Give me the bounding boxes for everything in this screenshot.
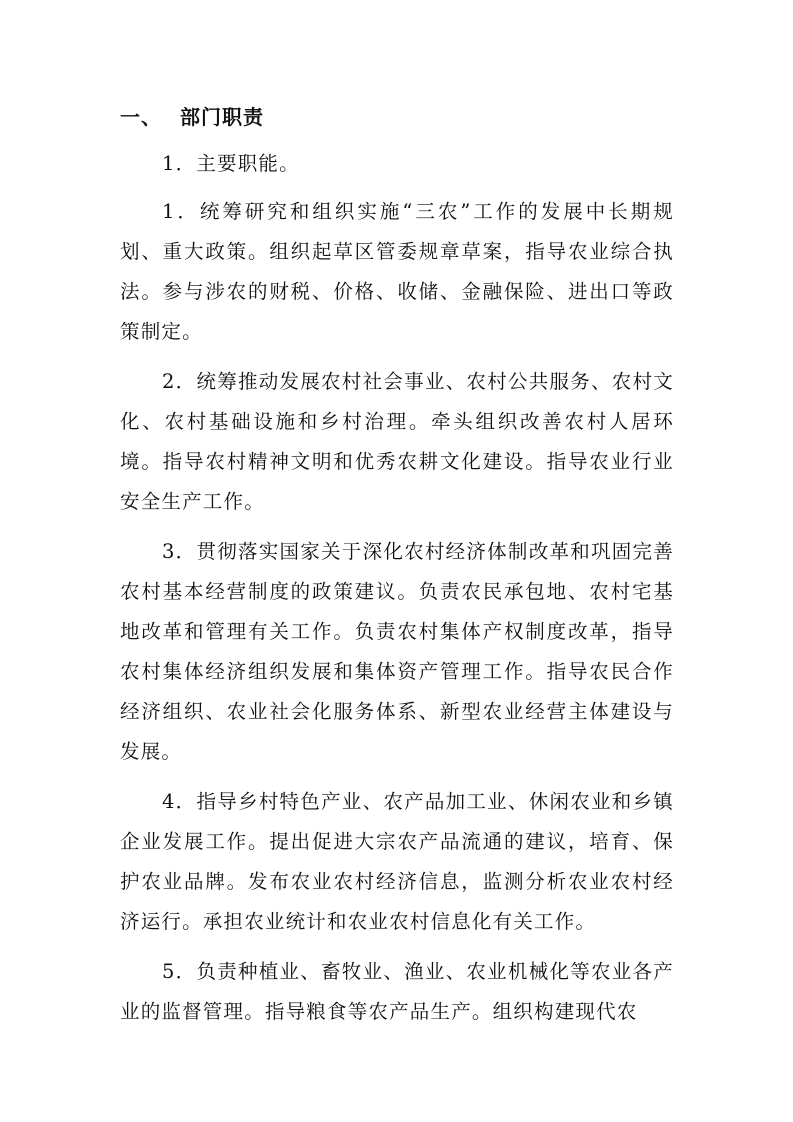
section-title: 部门职责 bbox=[180, 105, 264, 129]
duty-item-3: 3．贯彻落实国家关于深化农村经济体制改革和巩固完善农村基本经营制度的政策建议。负责农民承包地、农村宅基地改革和管理有关工作。负责农村集体产权制度改革，指导农村集体经济组织发展和集体资产管理工作。指导农民合作经济组织、农业社会化服务体系、新型农业经营主体建设与发展。 bbox=[120, 540, 674, 763]
intro-paragraph: 1．主要职能。 bbox=[162, 152, 300, 175]
document-body bbox=[120, 144, 674, 1042]
duty-item-1: 1．统筹研究和组织实施“三农”工作的发展中长期规划、重大政策。组织起草区管委规章草案，指导农业综合执法。参与涉农的财税、价格、收储、金融保险、进出口等政策制定。 bbox=[120, 200, 674, 343]
section-number: 一、 bbox=[120, 105, 162, 129]
duty-item-5: 5．负责种植业、畜牧业、渔业、农业机械化等农业各产业的监督管理。指导粮食等农产品生产。组织构建现代农 bbox=[120, 960, 674, 1023]
duty-item-2: 2．统筹推动发展农村社会事业、农村公共服务、农村文化、农村基础设施和乡村治理。牵头组织改善农村人居环境。指导农村精神文明和优秀农耕文化建设。指导农业行业安全生产工作。 bbox=[120, 370, 674, 513]
duty-item-4: 4．指导乡村特色产业、农产品加工业、休闲农业和乡镇企业发展工作。提出促进大宗农产品流通的建议，培育、保护农业品牌。发布农业农村经济信息，监测分析农业农村经济运行。承担农业统计和农业农村信息化有关工作。 bbox=[120, 790, 674, 933]
section-heading bbox=[120, 102, 264, 132]
